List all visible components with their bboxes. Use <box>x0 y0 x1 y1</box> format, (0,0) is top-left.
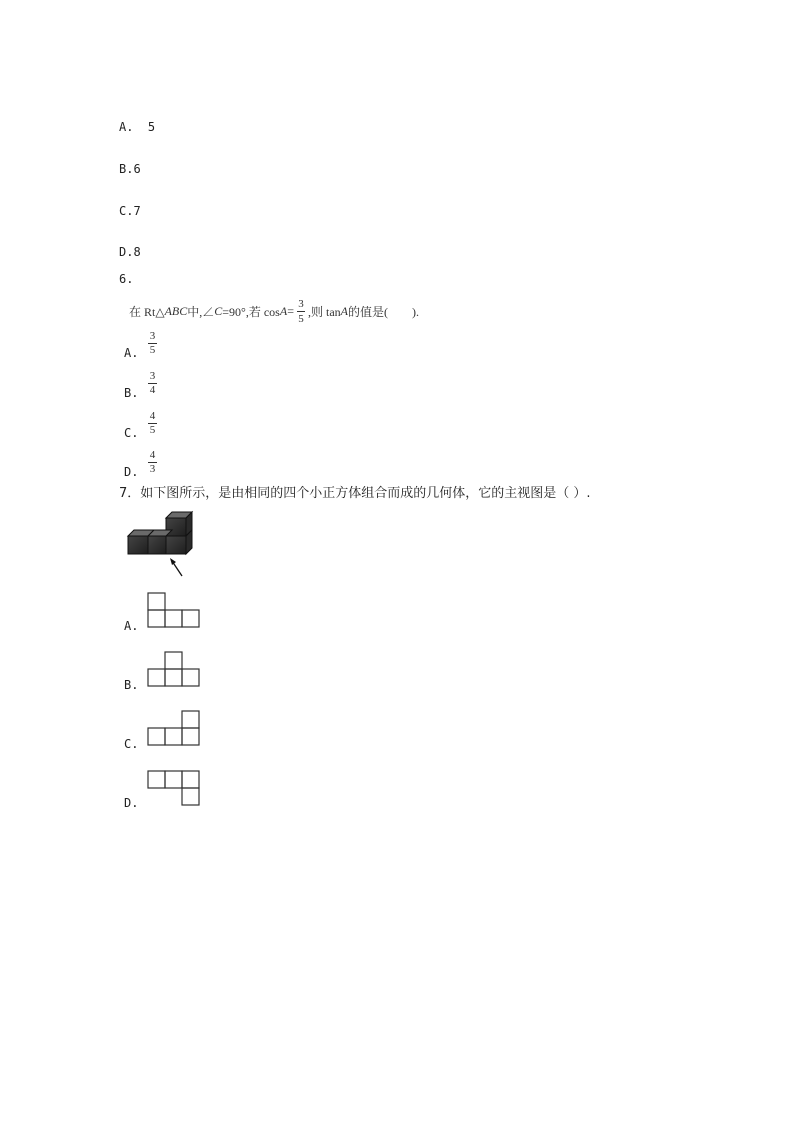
q7-option-c-label: C. <box>124 737 139 751</box>
q7-option-b-figure <box>147 651 203 689</box>
q5-option-b <box>119 163 141 175</box>
q6-abc: ABC <box>164 303 188 318</box>
q7-option-a-figure <box>147 592 203 630</box>
cube-front-face <box>148 536 166 554</box>
q6-option-c-label: C. <box>124 426 139 440</box>
option-label: A. <box>119 120 134 134</box>
q6-text-pre: 在 Rt△ <box>129 304 165 319</box>
fraction-denominator: 5 <box>149 424 156 436</box>
q6-text-post: ,则 tan <box>307 304 341 319</box>
q6-option-a-fraction <box>148 331 157 356</box>
fraction-numerator: 4 <box>149 410 156 422</box>
q6-text-end: 的值是( ). <box>348 304 419 319</box>
fraction-denominator: 5 <box>298 312 304 325</box>
option-value: 6 <box>133 162 141 176</box>
q7-option-c-figure <box>147 710 203 748</box>
arrow-head <box>170 558 176 565</box>
fraction-numerator: 3 <box>298 297 304 310</box>
option-label: D. <box>119 245 134 259</box>
q6-option-d-label: D. <box>124 465 139 479</box>
q7-option-d-figure <box>147 770 203 808</box>
q6-a2: A <box>340 303 348 318</box>
cube-front-face <box>128 536 148 554</box>
cube-stack-figure <box>126 510 198 578</box>
q7-option-a-label: A. <box>124 619 139 633</box>
q7-option-d-label: D. <box>124 796 139 810</box>
option-value: 7 <box>133 204 141 218</box>
q6-option-b-label: B. <box>124 386 139 400</box>
q6-fraction <box>297 298 305 325</box>
q5-option-c <box>119 205 141 217</box>
option-label: B. <box>119 162 134 176</box>
q6-option-d-fraction <box>148 450 157 475</box>
q5-option-a <box>119 121 155 133</box>
fraction-numerator: 3 <box>149 330 156 342</box>
q6-question-text <box>129 296 419 326</box>
fraction-denominator: 5 <box>149 344 156 356</box>
fraction-bar <box>297 311 305 312</box>
q6-text-mid2: =90°,若 cos <box>222 304 280 319</box>
q6-a1: A <box>279 303 288 318</box>
option-label: C. <box>119 204 134 218</box>
q7-question-text: 7．如下图所示，是由相同的四个小正方体组合而成的几何体，它的主视图是（ ）. <box>119 486 591 501</box>
q6-text-mid: 中,∠ <box>187 304 215 319</box>
fraction-denominator: 4 <box>149 384 156 396</box>
q6-eq: = <box>287 303 294 318</box>
q6-c: C <box>214 303 223 318</box>
option-value: 8 <box>133 245 141 259</box>
fraction-numerator: 4 <box>149 449 156 461</box>
q6-option-b-fraction <box>148 371 157 396</box>
cube-front-face <box>166 536 186 554</box>
q6-option-a-label: A. <box>124 346 139 360</box>
q5-option-d <box>119 246 141 258</box>
option-value: 5 <box>147 120 156 134</box>
q7-option-b-label: B. <box>124 678 139 692</box>
q6-number: 6. <box>119 272 134 286</box>
fraction-numerator: 3 <box>149 370 156 382</box>
q6-option-c-fraction <box>148 411 157 436</box>
fraction-denominator: 3 <box>149 463 156 475</box>
